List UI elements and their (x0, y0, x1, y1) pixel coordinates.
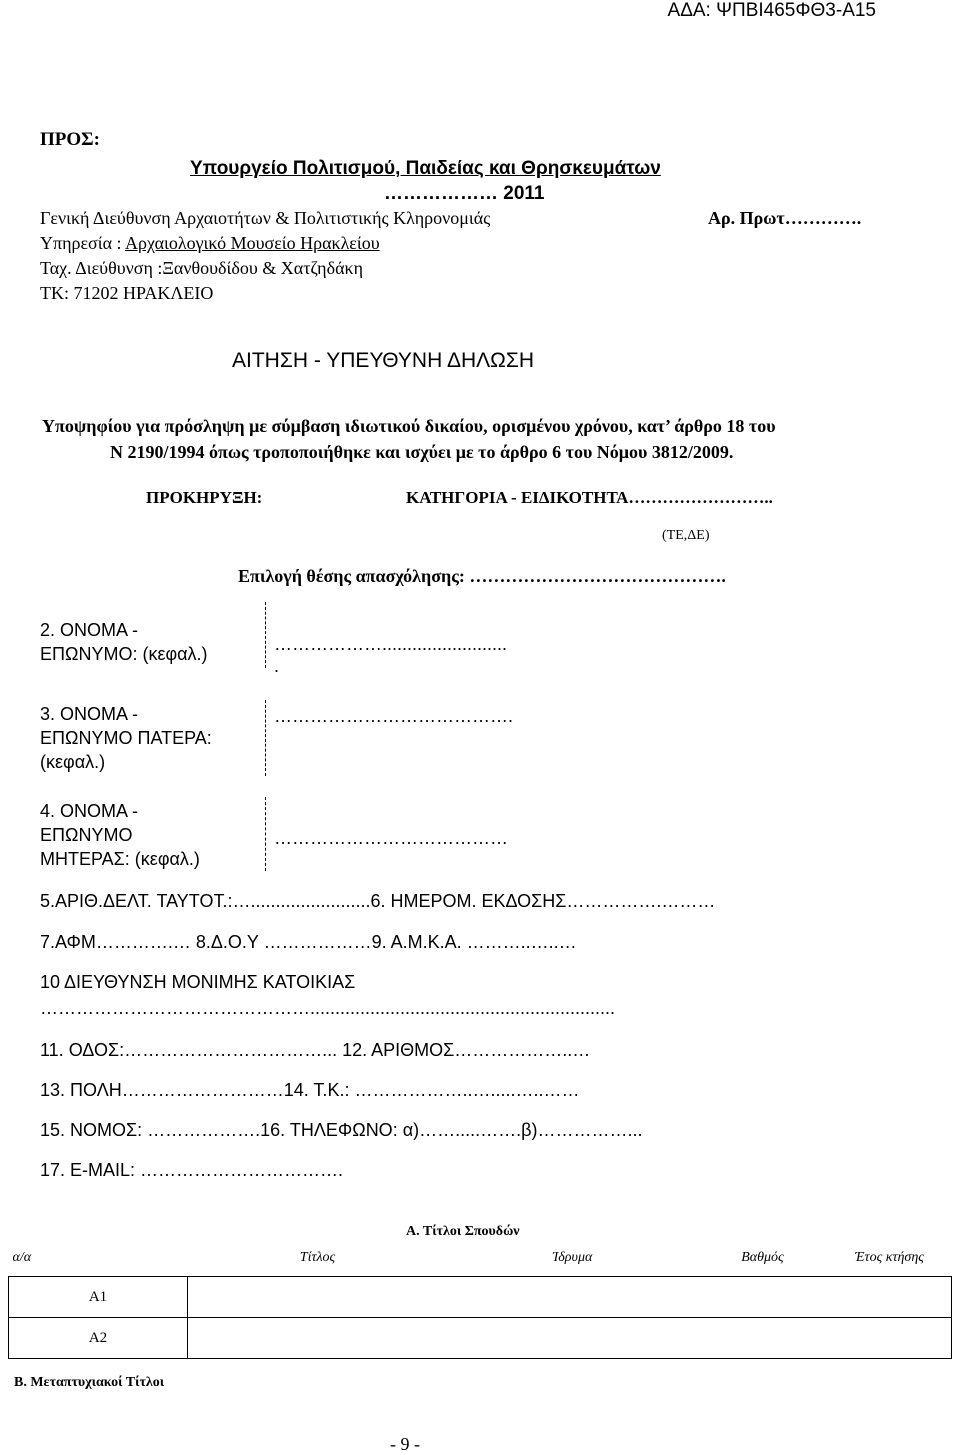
recipient-label: ΠΡΟΣ: (40, 129, 100, 150)
field-10-address-label: 10 ΔΙΕΥΘΥΝΣΗ ΜΟΝΙΜΗΣ ΚΑΤΟΙΚΙΑΣ (40, 972, 356, 992)
titles-table-header (9, 1240, 952, 1277)
row-label: Α2 (9, 1318, 188, 1359)
page-number: - 9 - (390, 1434, 420, 1454)
education-level: (ΤΕ,ΔΕ) (662, 528, 710, 543)
date-line: ……………… 2011 (384, 183, 545, 204)
field-2-divider (265, 602, 266, 668)
ada-code: ΑΔΑ: ΨΠΒΙ465ΦΘ3-Α15 (667, 0, 876, 21)
postal-address: Ταχ. Διεύθυνση :Ξανθουδίδου & Χατζηδάκη (40, 258, 363, 278)
service-value: Αρχαιολογικό Μουσείο Ηρακλείου (125, 233, 380, 253)
field-15-16-prefecture-phone[interactable]: 15. ΝΟΜΟΣ: ……………….16. ΤΗΛΕΦΩΝΟ: α)…….....…….β)……………... (40, 1120, 643, 1140)
field-4-label-line-2: ΕΠΩΝΥΜΟ (40, 825, 133, 845)
row-label: Α1 (9, 1277, 188, 1318)
field-2-label-line-1: 2. ΟΝΟΜΑ - (40, 620, 139, 640)
field-4-value[interactable]: ………………………………… (274, 828, 508, 848)
field-2-value-end: . (274, 656, 280, 676)
column-header: Τίτλος (299, 1250, 336, 1265)
field-7-9-tax-amka[interactable]: 7.ΑΦΜ………….… 8.Δ.Ο.Υ ………………9. Α.Μ.Κ.Α. ………..…..… (40, 932, 577, 952)
intro-line-1: Υποψηφίου για πρόσληψη με σύμβαση ιδιωτικού δικαίου, ορισμένου χρόνου, κατ’ άρθρο 18 του (42, 416, 776, 436)
table-row (9, 1318, 952, 1359)
service-line (40, 233, 380, 254)
category-specialty: ΚΑΤΗΓΟΡΙΑ - ΕΙΔΙΚΟΤΗΤΑ…………………….. (406, 488, 773, 507)
service-label: Υπηρεσία : (40, 233, 126, 253)
directorate-name: Γενική Διεύθυνση Αρχαιοτήτων & Πολιτιστικής Κληρονομιάς (40, 208, 491, 228)
field-17-email[interactable]: 17. E-MAIL: ……………………………. (40, 1160, 344, 1180)
intro-line-2: Ν 2190/1994 όπως τροποποιήθηκε και ισχύει με το άρθρο 6 του Νόμου 3812/2009. (110, 442, 734, 462)
postal-code: ΤΚ: 71202 ΗΡΑΚΛΕΙΟ (40, 283, 214, 303)
field-3-label-line-1: 3. ΟΝΟΜΑ - (40, 704, 139, 724)
field-11-12-street-number[interactable]: 11. ΟΔΟΣ:……………………………... 12. ΑΡΙΘΜΟΣ………………..… (40, 1040, 591, 1060)
form-title: ΑΙΤΗΣΗ - ΥΠΕΥΘΥΝΗ ΔΗΛΩΣΗ (232, 349, 535, 372)
field-2-value[interactable]: ………………......................... (274, 634, 508, 654)
titles-heading: Α. Τίτλοι Σπουδών (406, 1224, 520, 1239)
ministry-name: Υπουργείο Πολιτισμού, Παιδείας και Θρησκευμάτων (190, 158, 661, 179)
field-3-label-line-3: (κεφαλ.) (40, 752, 106, 772)
field-4-label-line-3: ΜΗΤΕΡΑΣ: (κεφαλ.) (40, 849, 200, 869)
field-5-6-id-issue-date[interactable]: 5.ΑΡΙΘ.ΔΕΛΤ. ΤΑΥΤΟΤ.:…........................6. ΗΜΕΡΟΜ. ΕΚΔΟΣΗΣ…………….……… (40, 891, 716, 911)
field-13-14-city-postcode[interactable]: 13. ΠΟΛΗ………………………14. Τ.Κ.: ………………..….....…..…… (40, 1080, 580, 1100)
column-header: α/α (12, 1250, 32, 1265)
announcement-label: ΠΡΟΚΗΡΥΞΗ: (146, 488, 263, 507)
column-header: Έτος κτήσης (855, 1250, 924, 1265)
protocol-number: Αρ. Πρωτ…………. (708, 208, 862, 228)
column-header: Ίδρυμα (552, 1250, 593, 1265)
field-4-label-line-1: 4. ΟΝΟΜΑ - (40, 801, 139, 821)
table-row (9, 1277, 952, 1318)
titles-table (8, 1240, 952, 1359)
field-3-value[interactable]: …………………………………. (274, 706, 514, 726)
field-3-divider (265, 700, 266, 776)
column-header: Βαθμός (741, 1250, 784, 1265)
row-entry-cell[interactable] (188, 1318, 952, 1359)
position-choice: Επιλογή θέσης απασχόλησης: ……………………………………. (238, 566, 726, 586)
field-10-address-value[interactable]: ………………………………………............................................................. (40, 998, 616, 1018)
postgrad-heading: Β. Μεταπτυχιακοί Τίτλοι (14, 1375, 165, 1390)
field-2-label-line-2: ΕΠΩΝΥΜΟ: (κεφαλ.) (40, 644, 208, 664)
field-3-label-line-2: ΕΠΩΝΥΜΟ ΠΑΤΕΡΑ: (40, 728, 212, 748)
field-4-divider (265, 797, 266, 871)
row-entry-cell[interactable] (188, 1277, 952, 1318)
